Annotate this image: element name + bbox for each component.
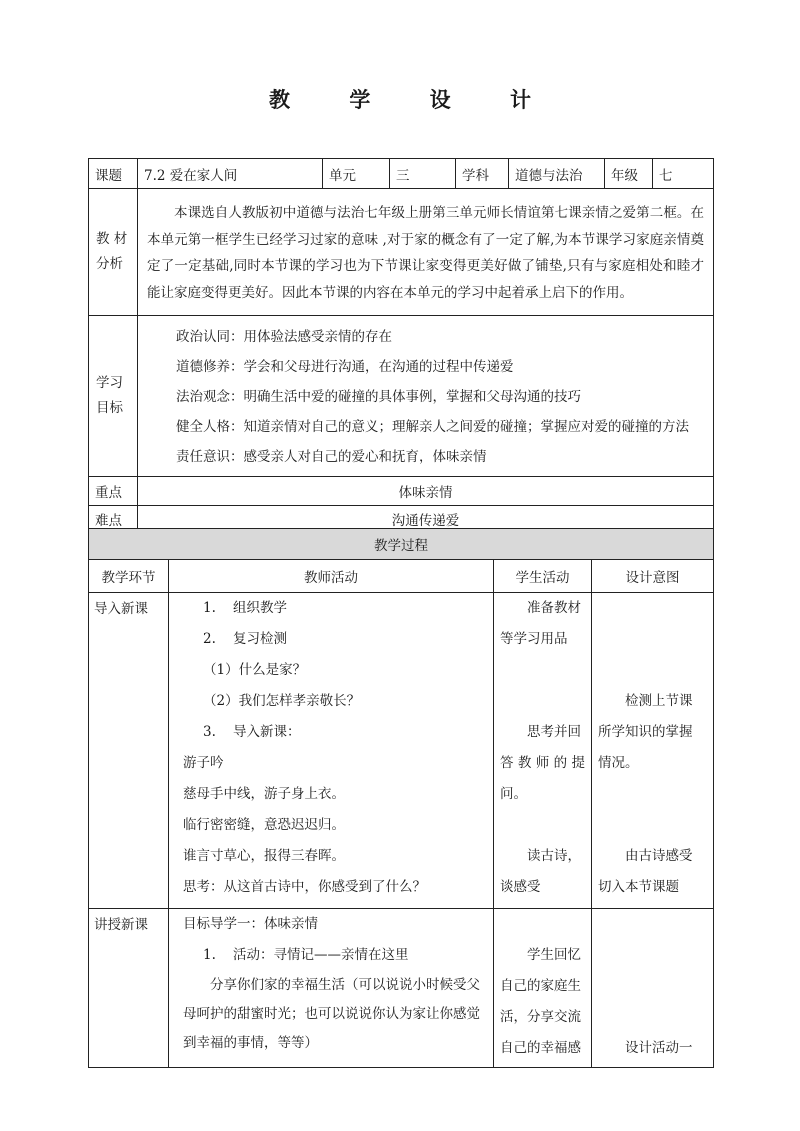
analysis-text	[138, 189, 714, 316]
student-line	[494, 655, 591, 686]
teacher-line: （2）我们怎样孝亲敬长？	[203, 693, 361, 709]
student-line: 答教师的提	[500, 755, 585, 771]
design-line: 设计活动一	[625, 1040, 693, 1056]
teacher-activity-intro	[169, 593, 494, 909]
student-line	[494, 909, 591, 940]
info-table	[88, 158, 714, 533]
student-line: 问。	[500, 786, 527, 802]
teacher-line: 谁言寸草心，报得三春晖。	[183, 848, 345, 864]
analysis-label	[89, 189, 138, 316]
design-intent-intro	[592, 593, 714, 909]
objective-item: 健全人格：知道亲情对自己的意义；理解亲人之间爱的碰撞；掌握应对爱的碰撞的方法	[176, 419, 689, 435]
subject-value: 道德与法治	[509, 159, 605, 189]
col-teacher-header: 教师活动	[169, 560, 494, 593]
student-line: 谈感受	[500, 879, 541, 895]
student-activity-intro	[494, 593, 592, 909]
teacher-line: 目标导学一：体味亲情	[183, 916, 318, 932]
objective-item: 法治观念：明确生活中爱的碰撞的具体事例，掌握和父母沟通的技巧	[176, 389, 581, 405]
design-line	[592, 655, 713, 686]
topic-value: 7.2 爱在家人间	[138, 159, 323, 189]
student-line: 准备教材	[527, 600, 581, 616]
process-table	[88, 528, 714, 1068]
teacher-line: 2. 复习检测	[203, 631, 288, 647]
design-line	[592, 971, 713, 1002]
student-line	[494, 686, 591, 717]
design-intent-lecture	[592, 909, 714, 1068]
info-row	[89, 159, 714, 189]
student-line	[494, 810, 591, 841]
objectives-list	[138, 316, 714, 477]
process-header: 教学过程	[89, 529, 714, 560]
student-line: 自己的幸福感	[500, 1040, 581, 1056]
unit-label: 单元	[323, 159, 390, 189]
process-row-lecture	[89, 909, 714, 1068]
objective-item: 政治认同：用体验法感受亲情的存在	[176, 329, 392, 345]
design-line	[592, 624, 713, 655]
objective-item: 道德修养：学会和父母进行沟通，在沟通的过程中传递爱	[176, 359, 514, 375]
design-line: 切入本节课题	[598, 879, 679, 895]
analysis-paragraph: 本课选自人教版初中道德与法治七年级上册第三单元师长情谊第七课亲情之爱第二框。在本单元第一框学生已经学习过家的意味 ,对于家的概念有了一定了解,为本节课学习家庭亲情奠定了一定基础,同时本节课的学习也为下节课让家变得更美好做了铺垫,只有与家庭相处和睦才能让家庭变得更美好。因此本节课的内容在本单元的学习中起着承上启下的作用。	[147, 205, 704, 301]
teacher-line: 1. 组织教学	[203, 600, 288, 616]
page-title: 教 学 设 计	[269, 88, 557, 112]
topic-label: 课题	[89, 159, 138, 189]
column-header-row	[89, 560, 714, 593]
analysis-label-line2: 分析	[96, 256, 123, 272]
stage-lecture: 讲授新课	[89, 909, 169, 1068]
grade-label: 年级	[605, 159, 653, 189]
teacher-paragraph	[169, 971, 493, 1058]
difficulty-value: 沟通传递爱	[138, 506, 714, 533]
design-line: 情况。	[598, 755, 639, 771]
student-line: 思考并回	[527, 724, 581, 740]
analysis-row	[89, 189, 714, 316]
design-line: 检测上节课	[625, 693, 693, 709]
teacher-line: 思考：从这首古诗中，你感受到了什么？	[183, 879, 426, 895]
stage-intro: 导入新课	[89, 593, 169, 909]
key-point-row	[89, 477, 714, 506]
objectives-row	[89, 316, 714, 477]
design-line	[592, 909, 713, 940]
design-line	[592, 779, 713, 810]
col-stage-header: 教学环节	[89, 560, 169, 593]
teacher-activity-lecture	[169, 909, 494, 1068]
teacher-line: 慈母手中线，游子身上衣。	[183, 786, 345, 802]
design-line	[592, 1002, 713, 1033]
student-line: 自己的家庭生	[500, 978, 581, 994]
teacher-line: 1. 活动：寻情记——亲情在这里	[203, 947, 409, 963]
process-row-intro	[89, 593, 714, 909]
grade-value: 七	[653, 159, 714, 189]
objectives-label-line1: 学习	[96, 375, 123, 391]
teacher-line: 游子吟	[183, 755, 224, 771]
process-header-row	[89, 529, 714, 560]
objective-item: 责任意识：感受亲人对自己的爱心和抚育，体味亲情	[176, 449, 487, 465]
objectives-label	[89, 316, 138, 477]
teacher-paragraph-text: 分享你们家的幸福生活（可以说说小时候受父母呵护的甜蜜时光；也可以说说你认为家让你感觉到幸福的事情，等等）	[183, 977, 480, 1051]
design-line	[592, 810, 713, 841]
design-line: 所学知识的掌握	[598, 724, 693, 740]
design-line: 由古诗感受	[625, 848, 693, 864]
subject-label: 学科	[456, 159, 509, 189]
student-activity-lecture	[494, 909, 592, 1068]
objectives-label-line2: 目标	[96, 400, 123, 416]
teacher-line: 3. 导入新课：	[203, 724, 301, 740]
key-point-label: 重点	[89, 477, 138, 506]
design-line	[592, 593, 713, 624]
student-line: 等学习用品	[500, 631, 568, 647]
difficulty-label: 难点	[89, 506, 138, 533]
student-line: 活，分享交流	[500, 1009, 581, 1025]
key-point-value: 体味亲情	[138, 477, 714, 506]
student-line: 学生回忆	[527, 947, 581, 963]
teacher-line: （1）什么是家？	[203, 662, 307, 678]
col-student-header: 学生活动	[494, 560, 592, 593]
student-line: 读古诗，	[527, 848, 581, 864]
teacher-line: 临行密密缝，意恐迟迟归。	[183, 817, 345, 833]
analysis-label-line1: 教 材	[96, 231, 128, 247]
col-design-header: 设计意图	[592, 560, 714, 593]
unit-value: 三	[390, 159, 456, 189]
design-line	[592, 940, 713, 971]
